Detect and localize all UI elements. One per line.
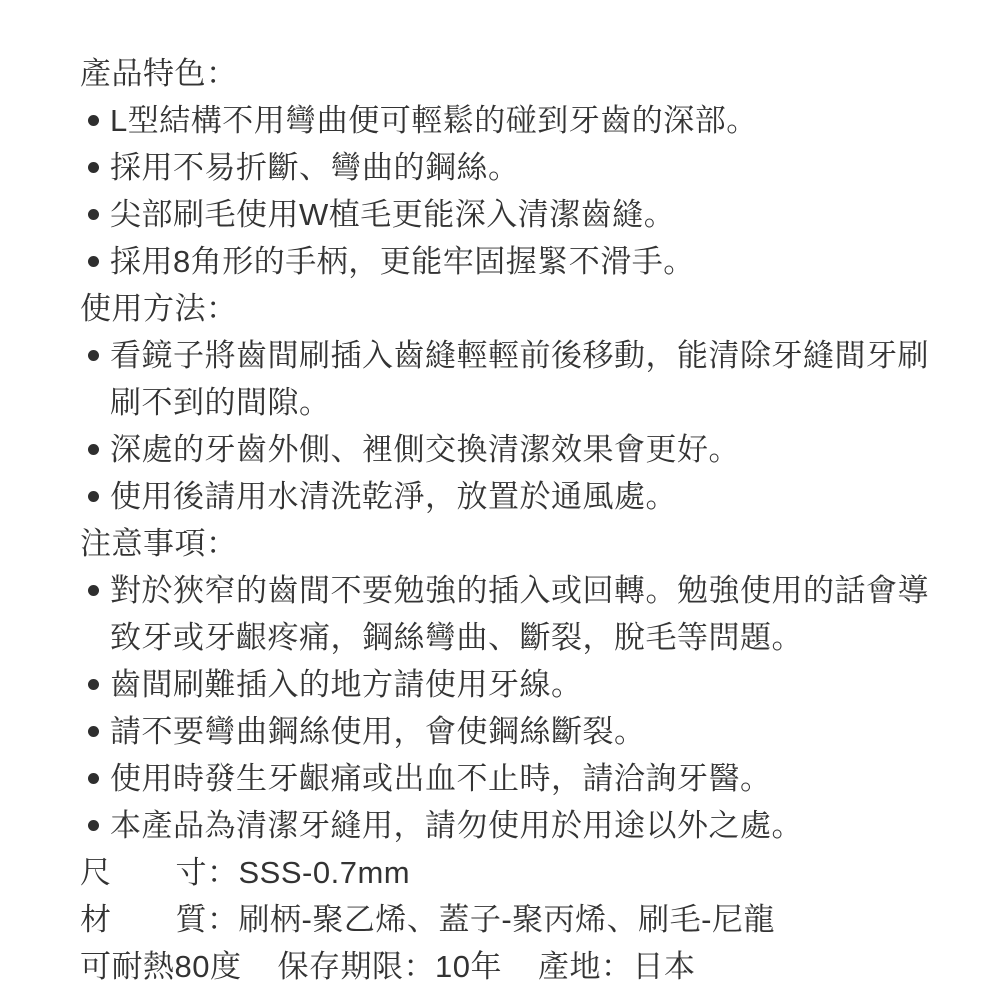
usage-list: [80, 332, 948, 520]
list-item: [80, 144, 948, 191]
section-heading-usage: 使用方法：: [80, 291, 238, 326]
bullet-icon: [88, 209, 99, 220]
spec-size-line: [80, 849, 948, 896]
bullet-text: L型結構不用彎曲便可輕鬆的碰到牙齒的深部。: [110, 103, 758, 138]
bullet-icon: [88, 444, 99, 455]
bullet-icon: [88, 115, 99, 126]
features-list: [80, 97, 948, 285]
section-heading-features: 產品特色：: [80, 56, 238, 91]
bullet-icon: [88, 726, 99, 737]
spec-material-line: [80, 896, 948, 943]
list-item: [80, 708, 948, 755]
bullet-icon: [88, 679, 99, 690]
bullet-text: 本產品為清潔牙縫用，請勿使用於用途以外之處。: [110, 808, 803, 843]
list-item: [80, 97, 948, 144]
bullet-text: 看鏡子將齒間刷插入齒縫輕輕前後移動，能清除牙縫間牙刷刷不到的間隙。: [110, 338, 929, 420]
bullet-text: 對於狹窄的齒間不要勉強的插入或回轉。勉強使用的話會導致牙或牙齦疼痛，鋼絲彎曲、斷裂，脫毛等問題。: [110, 573, 929, 655]
bullet-icon: [88, 820, 99, 831]
bullet-text: 使用時發生牙齦痛或出血不止時，請洽詢牙醫。: [110, 761, 772, 796]
bullet-icon: [88, 350, 99, 361]
list-item: [80, 567, 948, 661]
bullet-text: 採用8角形的手柄，更能牢固握緊不滑手。: [110, 244, 695, 279]
list-item: [80, 473, 948, 520]
spec-shelf-life: 保存期限：10年: [277, 949, 502, 984]
bullet-icon: [88, 773, 99, 784]
spec-material-label-first: 材: [80, 902, 112, 937]
bullet-icon: [88, 256, 99, 267]
bullet-text: 請不要彎曲鋼絲使用，會使鋼絲斷裂。: [110, 714, 646, 749]
spec-origin: 產地：日本: [537, 949, 696, 984]
bullet-text: 齒間刷難插入的地方請使用牙線。: [110, 667, 583, 702]
cautions-list: [80, 567, 948, 849]
spec-bottom-line: [80, 943, 948, 990]
list-item: [80, 332, 948, 426]
spec-heat-resistance: 可耐熱80度: [80, 949, 242, 984]
list-item: [80, 426, 948, 473]
bullet-text: 採用不易折斷、彎曲的鋼絲。: [110, 150, 520, 185]
spec-size-value: 寸：SSS-0.7mm: [175, 855, 411, 890]
bullet-text: 深處的牙齒外側、裡側交換清潔效果會更好。: [110, 432, 740, 467]
list-item: [80, 661, 948, 708]
list-item: [80, 191, 948, 238]
bullet-icon: [88, 491, 99, 502]
bullet-icon: [88, 585, 99, 596]
bullet-icon: [88, 162, 99, 173]
list-item: [80, 755, 948, 802]
list-item: [80, 238, 948, 285]
list-item: [80, 802, 948, 849]
spec-material-value: 質：刷柄-聚乙烯、蓋子-聚丙烯、刷毛-尼龍: [175, 902, 775, 937]
product-description-text: [80, 50, 948, 990]
bullet-text: 使用後請用水清洗乾淨，放置於通風處。: [110, 479, 677, 514]
spec-size-label-first: 尺: [80, 855, 112, 890]
bullet-text: 尖部刷毛使用W植毛更能深入清潔齒縫。: [110, 197, 676, 232]
section-heading-cautions: 注意事項：: [80, 526, 238, 561]
